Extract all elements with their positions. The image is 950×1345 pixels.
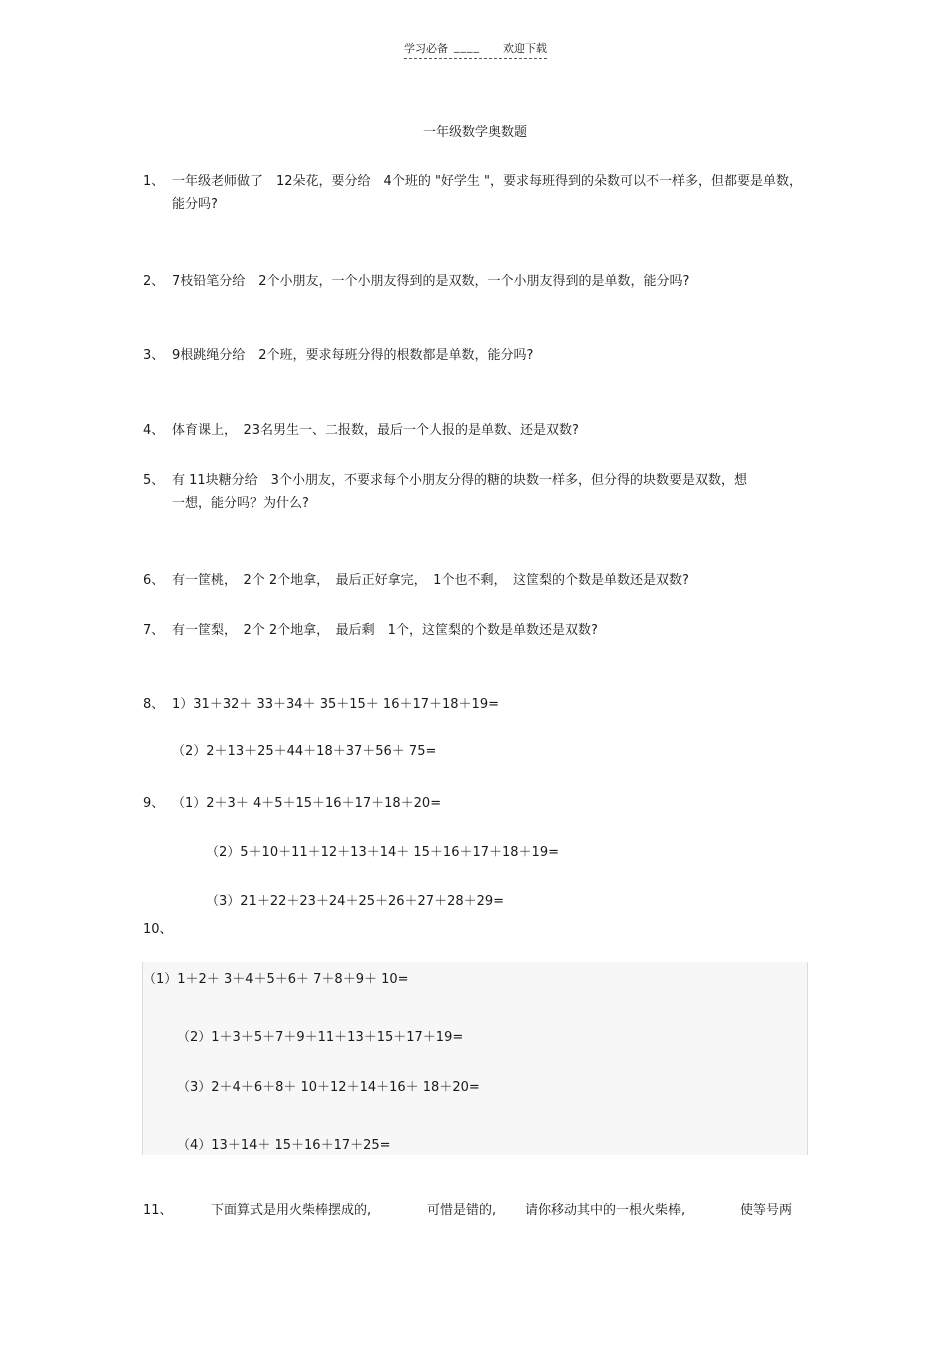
question-9-number: 9、 (143, 796, 165, 811)
question-6 (143, 569, 803, 592)
question-text: 有 11块糖分给 3个小朋友，不要求每个小朋友分得的糖的块数一样多，但分得的块数要是双数，想一想，能分吗？为什么? (172, 473, 747, 511)
question-text: 7枝铅笔分给 2个小朋友，一个小朋友得到的是双数，一个小朋友得到的是单数，能分吗? (172, 274, 690, 289)
question-number: 11、 (143, 1203, 173, 1218)
question-8-part-2: （2）2＋13＋25＋44＋18＋37＋56＋ 75= (172, 744, 437, 759)
question-number: 5、 (143, 473, 165, 488)
question-8-part-1: 1）31＋32＋ 33＋34＋ 35＋15＋ 16＋17＋18＋19= (172, 697, 499, 712)
question-2 (143, 270, 753, 293)
question-10-number: 10、 (143, 922, 173, 937)
question-3 (143, 344, 803, 367)
question-number: 7、 (143, 623, 165, 638)
question-text: 9根跳绳分给 2个班，要求每班分得的根数都是单数，能分吗? (172, 348, 534, 363)
question-1 (143, 170, 803, 216)
question-text: 体育课上， 23名男生一、二报数，最后一个人报的是单数、还是双数? (172, 423, 579, 438)
page-title: 一年级数学奥数题 (422, 125, 527, 140)
header-middle: ____ (454, 40, 480, 53)
question-5 (143, 469, 755, 515)
question-text: 有一筐桃， 2个 2个地拿， 最后正好拿完， 1个也不剩， 这筐梨的个数是单数还是双数? (172, 573, 689, 588)
question-10-box (142, 962, 808, 1155)
question-number: 3、 (143, 348, 165, 363)
question-10-part-2: （2）1＋3＋5＋7＋9＋11＋13＋15＋17＋19= (177, 1030, 464, 1045)
question-9-part-3: （3）21＋22＋23＋24＋25＋26＋27＋28＋29= (206, 894, 505, 909)
question-10-part-4: （4）13＋14＋ 15＋16＋17＋25= (177, 1138, 391, 1153)
question-number: 2、 (143, 274, 165, 289)
question-text-part-4: 使等号两 (740, 1203, 793, 1218)
question-text: 有一筐梨， 2个 2个地拿， 最后剩 1个，这筐梨的个数是单数还是双数? (172, 623, 598, 638)
question-7 (143, 619, 803, 642)
page-header (404, 40, 547, 59)
question-text: 一年级老师做了 12朵花，要分给 4个班的 "好学生 "，要求每班得到的朵数可以不一样多，但都要是单数，能分吗? (172, 174, 803, 212)
question-number: 6、 (143, 573, 165, 588)
question-number: 4、 (143, 423, 165, 438)
question-8-number: 8、 (143, 697, 165, 712)
question-10-part-3: （3）2＋4＋6＋8＋ 10＋12＋14＋16＋ 18＋20= (177, 1080, 480, 1095)
question-9-part-1: （1）2＋3＋ 4＋5＋15＋16＋17＋18＋20= (172, 796, 442, 811)
question-text-part-1: 下面算式是用火柴棒摆成的, (211, 1203, 372, 1218)
question-9-part-2: （2）5＋10＋11＋12＋13＋14＋ 15＋16＋17＋18＋19= (206, 845, 559, 860)
question-number: 1、 (143, 174, 165, 189)
question-text-part-2: 可惜是错的, (427, 1203, 497, 1218)
question-4 (143, 419, 803, 442)
question-text-part-3: 请你移动其中的一根火柴棒, (525, 1203, 686, 1218)
question-10-part-1: （1）1＋2＋ 3＋4＋5＋6＋ 7＋8＋9＋ 10= (143, 972, 409, 987)
header-left: 学习必备 (404, 42, 448, 55)
header-right: 欢迎下载 (503, 42, 547, 55)
